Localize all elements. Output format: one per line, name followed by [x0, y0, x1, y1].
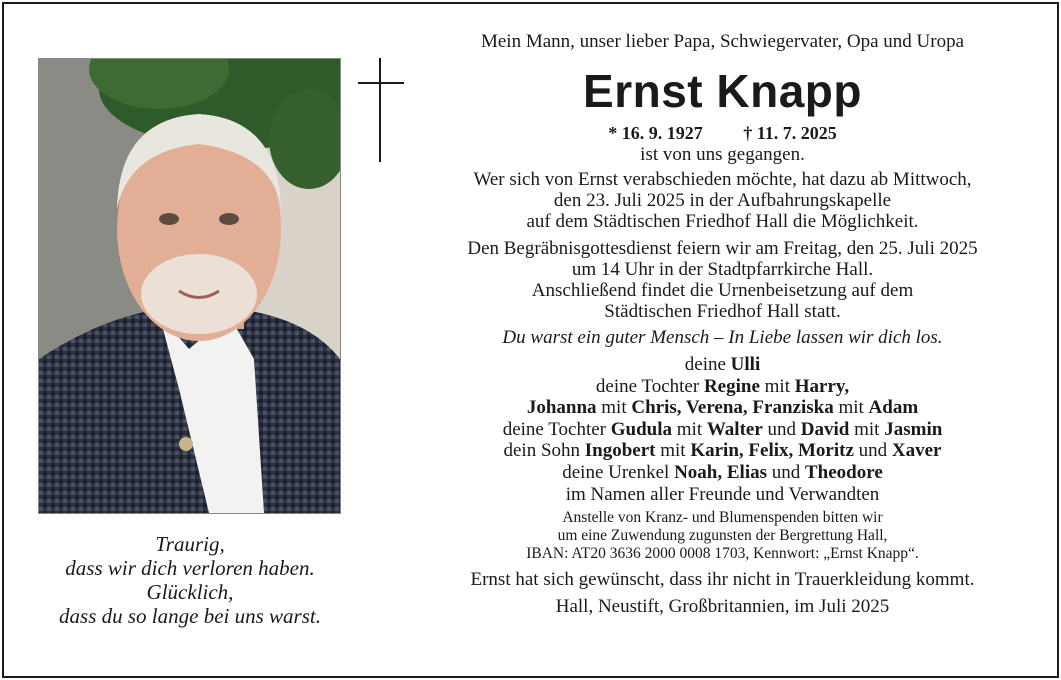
family-text: im Namen aller Freunde und Verwandten [565, 483, 880, 505]
family-name: Noah, Elias [674, 461, 767, 483]
family-line [420, 419, 1025, 441]
family-name: Harry, [794, 375, 850, 397]
family-line [420, 484, 1025, 506]
family-name: Johanna [526, 397, 597, 419]
family-text: dein Sohn [503, 440, 585, 462]
intro-line: Mein Mann, unser lieber Papa, Schwiegervater, Opa und Uropa [480, 31, 965, 52]
deceased-name: Ernst Knapp [583, 65, 862, 117]
family-line [420, 440, 1025, 462]
family-name: Karin, Felix, Moritz [690, 440, 854, 462]
family-name: Regine [703, 375, 760, 397]
service-line: Den Begräbnisgottesdienst feiern wir am Freitag, den 25. Juli 2025 [467, 238, 978, 259]
service-line: um 14 Uhr in der Stadtpfarrkirche Hall. [571, 259, 874, 280]
family-line [420, 376, 1025, 398]
family-text: mit [672, 418, 707, 440]
farewell-paragraph [420, 169, 1025, 232]
family-text: mit [759, 375, 795, 397]
family-name: David [800, 418, 850, 440]
family-text: mit [655, 440, 691, 462]
poem-line: dass du so lange bei uns warst. [59, 604, 321, 628]
family-list [420, 354, 1025, 505]
family-name: Xaver [891, 440, 942, 462]
family-name: Theodore [805, 461, 883, 483]
family-text: und [767, 461, 805, 483]
donation-line: IBAN: AT20 3636 2000 0008 1703, Kennwort: „Ernst Knapp“. [526, 545, 919, 563]
family-line [420, 354, 1025, 376]
farewell-line: auf dem Städtischen Friedhof Hall die Möglichkeit. [526, 211, 919, 232]
death-date: † 11. 7. 2025 [743, 123, 837, 143]
life-dates [420, 122, 1025, 144]
poem-line: Glücklich, [146, 580, 234, 604]
family-name: Ulli [730, 354, 761, 375]
family-name: Chris, Verena, Franziska [631, 397, 834, 419]
service-line: Anschließend findet die Urnenbeisetzung auf dem [531, 280, 914, 301]
donation-line: Anstelle von Kranz- und Blumenspenden bitten wir [562, 509, 883, 527]
passed-line: ist von uns gegangen. [640, 144, 805, 165]
family-text: deine Tochter [502, 418, 611, 440]
farewell-line: den 23. Juli 2025 in der Aufbahrungskapelle [553, 190, 892, 211]
birth-date: * 16. 9. 1927 [608, 123, 703, 143]
family-name: Adam [868, 397, 919, 419]
farewell-line: Wer sich von Ernst verabschieden möchte, hat dazu ab Mittwoch, [473, 169, 972, 190]
cross-icon [358, 58, 404, 162]
poem-line: Traurig, [155, 532, 225, 556]
poem [30, 532, 350, 628]
donation-note [420, 509, 1025, 563]
place-date: Hall, Neustift, Großbritannien, im Juli 2025 [555, 596, 890, 618]
service-line: Städtischen Friedhof Hall statt. [604, 301, 841, 322]
donation-line: um eine Zuwendung zugunsten der Bergrettung Hall, [557, 527, 888, 545]
portrait-photo [38, 58, 341, 514]
family-text: deine Tochter [595, 375, 704, 397]
family-name: Gudula [610, 418, 673, 440]
family-line [420, 397, 1025, 419]
dresscode-line: Ernst hat sich gewünscht, dass ihr nicht in Trauerkleidung kommt. [470, 569, 975, 591]
family-line [420, 462, 1025, 484]
quote: Du warst ein guter Mensch – In Liebe lassen wir dich los. [502, 327, 943, 348]
family-text: mit [596, 397, 632, 419]
family-text: mit [849, 418, 885, 440]
family-name: Jasmin [884, 418, 943, 440]
family-text: deine Urenkel [562, 461, 675, 483]
obituary-text [420, 30, 1025, 617]
family-name: Ingobert [584, 440, 656, 462]
family-name: Walter [706, 418, 763, 440]
service-paragraph [420, 238, 1025, 322]
family-text: und [762, 418, 801, 440]
family-text: und [853, 440, 892, 462]
family-text: mit [833, 397, 869, 419]
family-text: deine [684, 354, 731, 375]
poem-line: dass wir dich verloren haben. [65, 556, 315, 580]
